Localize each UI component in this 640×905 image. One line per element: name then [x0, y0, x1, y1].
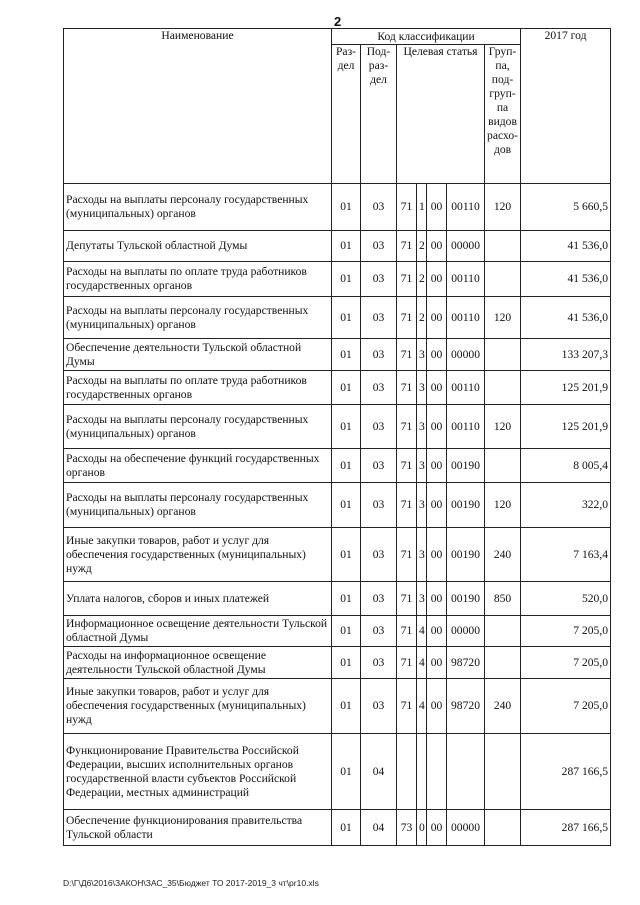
- row-target-program: [397, 734, 417, 810]
- row-razdel: 01: [332, 810, 361, 846]
- row-podrazdel: 03: [361, 231, 397, 262]
- table-row: [64, 405, 611, 449]
- row-expense-type: 240: [485, 528, 521, 582]
- row-target-event: 00: [427, 679, 447, 734]
- row-target-subprogram: 4: [417, 647, 427, 679]
- row-podrazdel: 03: [361, 184, 397, 231]
- header-year: 2017 год: [521, 29, 611, 184]
- row-expense-type: [485, 810, 521, 846]
- row-target-direction: 00110: [447, 184, 485, 231]
- row-expense-type: [485, 262, 521, 297]
- row-amount: 125 201,9: [521, 405, 611, 449]
- row-target-subprogram: 3: [417, 483, 427, 528]
- row-name: Расходы на выплаты персоналу государственных (муниципальных) органов: [64, 297, 332, 339]
- file-path-footer: D:\Г\Д6\2016\ЗАКОН\ЗАС_35\Бюджет ТО 2017-2019_3 чт\pr10.xls: [63, 878, 319, 888]
- row-razdel: 01: [332, 297, 361, 339]
- row-target-event: 00: [427, 582, 447, 616]
- row-target-program: 71: [397, 449, 417, 483]
- row-target-event: 00: [427, 231, 447, 262]
- row-razdel: 01: [332, 405, 361, 449]
- table-row: [64, 734, 611, 810]
- row-amount: 7 205,0: [521, 679, 611, 734]
- table-row: [64, 184, 611, 231]
- table-row: [64, 582, 611, 616]
- row-target-subprogram: 2: [417, 297, 427, 339]
- row-target-direction: 00000: [447, 231, 485, 262]
- row-target-event: 00: [427, 810, 447, 846]
- row-target-direction: [447, 734, 485, 810]
- row-target-subprogram: 3: [417, 405, 427, 449]
- row-podrazdel: 03: [361, 297, 397, 339]
- row-expense-type: [485, 734, 521, 810]
- row-razdel: 01: [332, 647, 361, 679]
- row-name: Информационное освещение деятельности Тульской областной Думы: [64, 616, 332, 647]
- table-row: [64, 483, 611, 528]
- row-target-program: 71: [397, 582, 417, 616]
- table-row: [64, 679, 611, 734]
- table-row: [64, 297, 611, 339]
- row-expense-type: 240: [485, 679, 521, 734]
- row-target-direction: 00190: [447, 483, 485, 528]
- row-amount: 5 660,5: [521, 184, 611, 231]
- row-podrazdel: 03: [361, 405, 397, 449]
- header-razdel: Раз- дел: [332, 45, 361, 184]
- row-razdel: 01: [332, 679, 361, 734]
- row-razdel: 01: [332, 371, 361, 405]
- row-target-subprogram: 2: [417, 231, 427, 262]
- row-name: Функционирование Правительства Российской Федерации, высших исполнительных органов государственной власти субъектов Российской Федерации, местных администраций: [64, 734, 332, 810]
- table-row: [64, 647, 611, 679]
- row-name: Расходы на выплаты персоналу государственных (муниципальных) органов: [64, 405, 332, 449]
- table-header: [64, 29, 611, 184]
- row-amount: 287 166,5: [521, 810, 611, 846]
- row-expense-type: 850: [485, 582, 521, 616]
- row-target-direction: 98720: [447, 647, 485, 679]
- row-target-event: 00: [427, 262, 447, 297]
- table-row: [64, 262, 611, 297]
- row-amount: 41 536,0: [521, 231, 611, 262]
- row-amount: 287 166,5: [521, 734, 611, 810]
- header-target-article: Целевая статья: [397, 45, 485, 184]
- budget-table: [63, 28, 611, 846]
- row-podrazdel: 03: [361, 679, 397, 734]
- row-target-subprogram: 3: [417, 528, 427, 582]
- header-name: Наименование: [64, 29, 332, 184]
- row-target-event: 00: [427, 405, 447, 449]
- row-razdel: 01: [332, 231, 361, 262]
- table-row: [64, 339, 611, 371]
- row-podrazdel: 03: [361, 339, 397, 371]
- row-podrazdel: 03: [361, 647, 397, 679]
- row-target-event: 00: [427, 184, 447, 231]
- row-podrazdel: 03: [361, 616, 397, 647]
- row-target-program: 71: [397, 339, 417, 371]
- row-target-program: 71: [397, 231, 417, 262]
- row-target-event: 00: [427, 483, 447, 528]
- row-name: Депутаты Тульской областной Думы: [64, 231, 332, 262]
- row-target-program: 71: [397, 262, 417, 297]
- row-name: Расходы на выплаты по оплате труда работников государственных органов: [64, 262, 332, 297]
- row-target-program: 71: [397, 528, 417, 582]
- row-target-subprogram: [417, 734, 427, 810]
- row-target-program: 71: [397, 616, 417, 647]
- row-target-program: 71: [397, 371, 417, 405]
- row-target-direction: 00110: [447, 297, 485, 339]
- row-target-program: 73: [397, 810, 417, 846]
- row-razdel: 01: [332, 449, 361, 483]
- row-name: Расходы на выплаты по оплате труда работников государственных органов: [64, 371, 332, 405]
- row-target-direction: 00190: [447, 449, 485, 483]
- row-expense-type: [485, 339, 521, 371]
- row-name: Иные закупки товаров, работ и услуг для обеспечения государственных (муниципальных) нужд: [64, 679, 332, 734]
- row-target-direction: 00000: [447, 616, 485, 647]
- page-number: 2: [334, 14, 342, 29]
- row-razdel: 01: [332, 528, 361, 582]
- row-target-subprogram: 0: [417, 810, 427, 846]
- row-name: Расходы на обеспечение функций государственных органов: [64, 449, 332, 483]
- row-target-subprogram: 3: [417, 449, 427, 483]
- row-expense-type: 120: [485, 405, 521, 449]
- table-row: [64, 371, 611, 405]
- row-expense-type: 120: [485, 483, 521, 528]
- row-expense-type: [485, 231, 521, 262]
- header-podrazdel: Под- раз- дел: [361, 45, 397, 184]
- row-razdel: 01: [332, 734, 361, 810]
- row-razdel: 01: [332, 616, 361, 647]
- header-classification-code: Код классификации: [332, 29, 521, 45]
- row-name: Иные закупки товаров, работ и услуг для обеспечения государственных (муниципальных) нужд: [64, 528, 332, 582]
- row-name: Обеспечение функционирования правительства Тульской области: [64, 810, 332, 846]
- row-target-program: 71: [397, 184, 417, 231]
- row-target-direction: 00110: [447, 405, 485, 449]
- row-podrazdel: 03: [361, 262, 397, 297]
- table-row: [64, 231, 611, 262]
- row-target-direction: 98720: [447, 679, 485, 734]
- row-target-program: 71: [397, 405, 417, 449]
- table-row: [64, 449, 611, 483]
- table-body: [64, 184, 611, 846]
- row-amount: 7 205,0: [521, 616, 611, 647]
- row-target-direction: 00110: [447, 262, 485, 297]
- row-target-event: 00: [427, 339, 447, 371]
- row-amount: 8 005,4: [521, 449, 611, 483]
- header-expense-group: Груп- па, под- груп- па видов расхо- дов: [485, 45, 521, 184]
- row-podrazdel: 03: [361, 483, 397, 528]
- row-amount: 41 536,0: [521, 262, 611, 297]
- row-target-subprogram: 2: [417, 262, 427, 297]
- row-razdel: 01: [332, 339, 361, 371]
- row-amount: 322,0: [521, 483, 611, 528]
- row-target-subprogram: 1: [417, 184, 427, 231]
- row-target-subprogram: 4: [417, 679, 427, 734]
- table-row: [64, 616, 611, 647]
- row-name: Расходы на выплаты персоналу государственных (муниципальных) органов: [64, 184, 332, 231]
- row-expense-type: [485, 449, 521, 483]
- row-target-event: 00: [427, 528, 447, 582]
- row-target-event: 00: [427, 297, 447, 339]
- row-expense-type: [485, 371, 521, 405]
- row-razdel: 01: [332, 262, 361, 297]
- row-target-subprogram: 3: [417, 371, 427, 405]
- row-expense-type: [485, 616, 521, 647]
- row-amount: 7 163,4: [521, 528, 611, 582]
- row-expense-type: [485, 647, 521, 679]
- row-amount: 7 205,0: [521, 647, 611, 679]
- row-expense-type: 120: [485, 184, 521, 231]
- row-expense-type: 120: [485, 297, 521, 339]
- row-target-direction: 00000: [447, 810, 485, 846]
- row-target-subprogram: 4: [417, 616, 427, 647]
- row-podrazdel: 03: [361, 582, 397, 616]
- row-target-event: 00: [427, 616, 447, 647]
- row-amount: 41 536,0: [521, 297, 611, 339]
- row-name: Обеспечение деятельности Тульской областной Думы: [64, 339, 332, 371]
- row-podrazdel: 03: [361, 371, 397, 405]
- row-target-event: 00: [427, 449, 447, 483]
- row-podrazdel: 04: [361, 810, 397, 846]
- row-amount: 125 201,9: [521, 371, 611, 405]
- row-name: Расходы на выплаты персоналу государственных (муниципальных) органов: [64, 483, 332, 528]
- row-target-program: 71: [397, 297, 417, 339]
- row-target-event: 00: [427, 647, 447, 679]
- row-podrazdel: 03: [361, 528, 397, 582]
- row-target-subprogram: 3: [417, 582, 427, 616]
- row-target-program: 71: [397, 483, 417, 528]
- row-razdel: 01: [332, 483, 361, 528]
- row-target-direction: 00000: [447, 339, 485, 371]
- table-row: [64, 810, 611, 846]
- row-target-direction: 00110: [447, 371, 485, 405]
- table-row: [64, 528, 611, 582]
- row-razdel: 01: [332, 184, 361, 231]
- row-target-direction: 00190: [447, 528, 485, 582]
- row-target-event: 00: [427, 371, 447, 405]
- row-podrazdel: 04: [361, 734, 397, 810]
- row-name: Уплата налогов, сборов и иных платежей: [64, 582, 332, 616]
- row-target-program: 71: [397, 647, 417, 679]
- row-razdel: 01: [332, 582, 361, 616]
- row-target-program: 71: [397, 679, 417, 734]
- row-amount: 133 207,3: [521, 339, 611, 371]
- row-name: Расходы на информационное освещение деятельности Тульской областной Думы: [64, 647, 332, 679]
- row-target-event: [427, 734, 447, 810]
- row-target-subprogram: 3: [417, 339, 427, 371]
- row-target-direction: 00190: [447, 582, 485, 616]
- row-podrazdel: 03: [361, 449, 397, 483]
- row-amount: 520,0: [521, 582, 611, 616]
